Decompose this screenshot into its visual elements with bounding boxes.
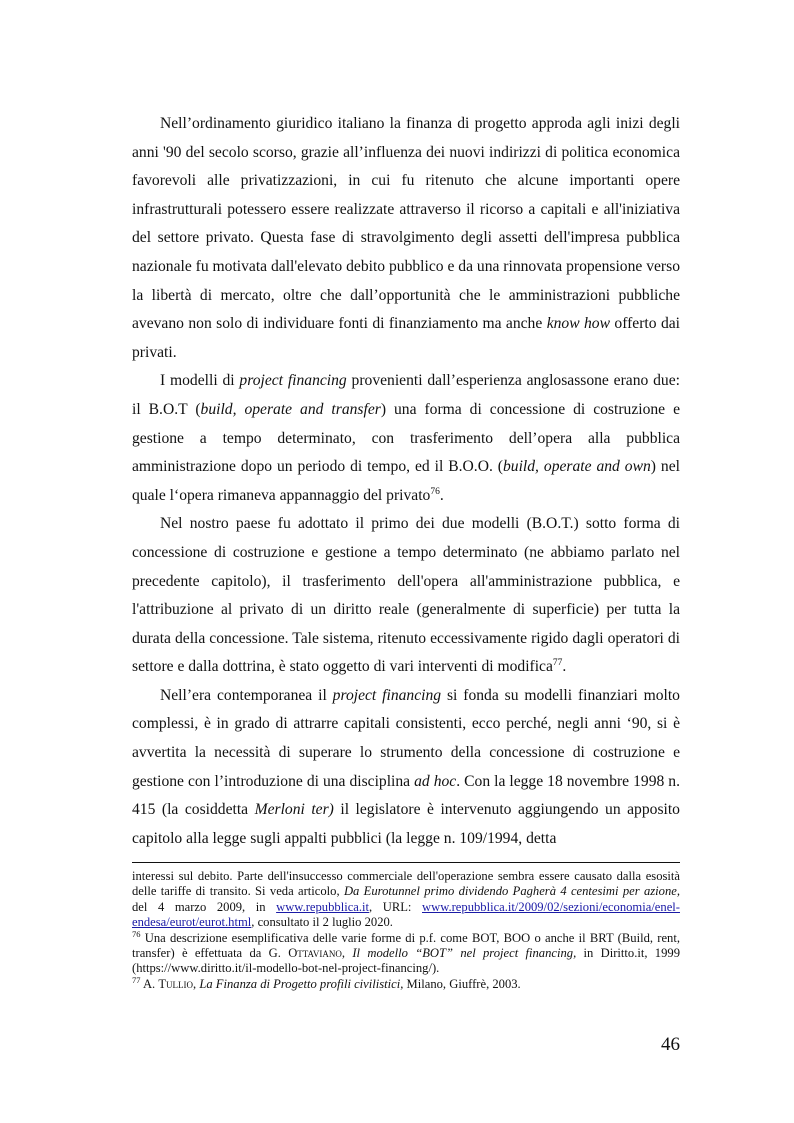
text-run: Nel nostro paese fu adottato il primo dei due modelli (B.O.T.) sotto forma di concessione di costruzione e gestione a tempo determinato (ne abbiamo parlato nel precedente capitolo), il trasferimento dell'opera all'amministrazione pubblica, e l'attribuzione al privato di un diritto reale (generalmente di superficie) per tutta la durata della concessione. Tale sistema, ritenuto eccessivamente rigido dagli operatori di settore e dalla dottrina, è stato oggetto di vari interventi di modifica — [132, 515, 680, 676]
italic-title: Il modello “BOT” nel project financing, — [352, 946, 577, 961]
italic-term: project financing — [239, 372, 347, 390]
text-run: Nell’era contemporanea il — [160, 686, 333, 704]
author-name: Tullio — [158, 976, 194, 991]
author-name: Ottaviano — [288, 946, 342, 961]
text-run: Nell’ordinamento giuridico italiano la finanza di progetto approda agli inizi degli anni '90 del secolo scorso, grazie all’influenza dei nuovi indirizzi di politica economica favorevoli alle privatizzazioni, in cui fu ritenuto che alcune importanti opere infrastrutturali potessero essere realizzate attraverso il ricorso a capitali e all'iniziativa del settore privato. Questa fase di stravolgimento degli assetti dell'impresa pubblica nazionale fu motivata dall'elevato debito pubblico e da una rinnovata propensione verso la libertà di mercato, oltre che dall’opportunità che le amministrazioni pubbliche avevano non solo di individuare fonti di finanziamento ma anche — [132, 115, 680, 333]
text-run: , consultato il 2 luglio 2020. — [251, 915, 393, 930]
paragraph-3 — [132, 510, 680, 682]
text-run: Milano, Giuffrè, 2003. — [403, 976, 521, 991]
footnote-number: 77 — [132, 974, 141, 985]
text-run: , URL: — [369, 899, 422, 914]
italic-term: project financing — [332, 686, 442, 704]
text-run: Una descrizione esemplificativa delle varie forme di p.f. come BOT, BOO o anche il BRT (Build, rent, transfer) è effettuata da G. — [132, 930, 680, 961]
text-run: in Diritto.it, 1999 (https://www.diritto.it/il-modello-bot-nel-project-financing/). — [132, 946, 680, 976]
italic-title: La Finanza di Progetto profili civilistici, — [199, 976, 404, 991]
footnote-continuation — [132, 869, 680, 931]
text-run: offerto dai privati. — [132, 315, 680, 361]
text-run: del 4 marzo 2009, in — [132, 899, 277, 914]
text-run: il legislatore è intervenuto aggiungendo un apposito capitolo alla legge sugli appalti pubblici (la legge n. 109/1994, detta — [132, 801, 680, 847]
italic-term: Merloni ter) — [254, 801, 334, 819]
footnote-77 — [132, 974, 680, 992]
italic-title: Da Eurotunnel primo dividendo Pagherà 4 centesimi per azione, — [343, 884, 680, 899]
text-run: , — [341, 946, 353, 961]
body-text — [132, 110, 680, 853]
text-run: ) una forma di concessione di costruzione e gestione a tempo determinato, con trasferimento dell’opera alla pubblica amministrazione dopo un periodo di tempo, ed il B.O.O. ( — [132, 400, 680, 476]
text-run: ) nel quale l‘opera rimaneva appannaggio del privato — [132, 458, 680, 504]
text-run: I modelli di — [160, 372, 240, 390]
link-repubblica-article[interactable]: www.repubblica.it/2009/02/sezioni/economia/enel-endesa/eurot/eurot.html — [132, 899, 680, 930]
paragraph-4 — [132, 682, 680, 854]
paragraph-2 — [132, 367, 680, 510]
text-run: interessi sul debito. Parte dell'insuccesso commerciale dell'operazione sembra essere causato dalla esosità delle tariffe di transito. Si veda articolo, — [132, 869, 680, 899]
footnote-ref-76[interactable]: 76 — [430, 486, 440, 497]
text-run: . — [439, 486, 444, 504]
link-repubblica[interactable]: www.repubblica.it — [276, 899, 370, 914]
italic-term: know how — [546, 315, 610, 333]
text-run: . Con la legge 18 novembre 1998 n. 415 (la cosiddetta — [132, 772, 680, 819]
page-number: 46 — [661, 1034, 680, 1055]
text-run: provenienti dall’esperienza anglosassone erano due: il B.O.T ( — [132, 372, 680, 418]
italic-term: build, operate and own — [503, 458, 651, 476]
footnote-separator — [132, 862, 680, 863]
text-run: si fonda su modelli finanziari molto complessi, è in grado di attrarre capitali consistenti, ecco perché, negli anni ‘90, si è avvertita la necessità di superare lo strumento della concessione di costruzione e gestione con l’introduzione di una disciplina — [132, 686, 680, 790]
text-run: A. — [140, 976, 159, 991]
footnote-76 — [132, 928, 680, 977]
italic-term: build, operate and transfer — [200, 400, 381, 418]
text-run: , — [193, 976, 200, 991]
footnote-number: 76 — [132, 928, 141, 939]
text-run: . — [562, 658, 567, 676]
paragraph-1 — [132, 110, 680, 367]
italic-term: ad hoc — [414, 772, 457, 790]
footnotes — [132, 869, 680, 992]
footnote-ref-77[interactable]: 77 — [552, 658, 563, 669]
